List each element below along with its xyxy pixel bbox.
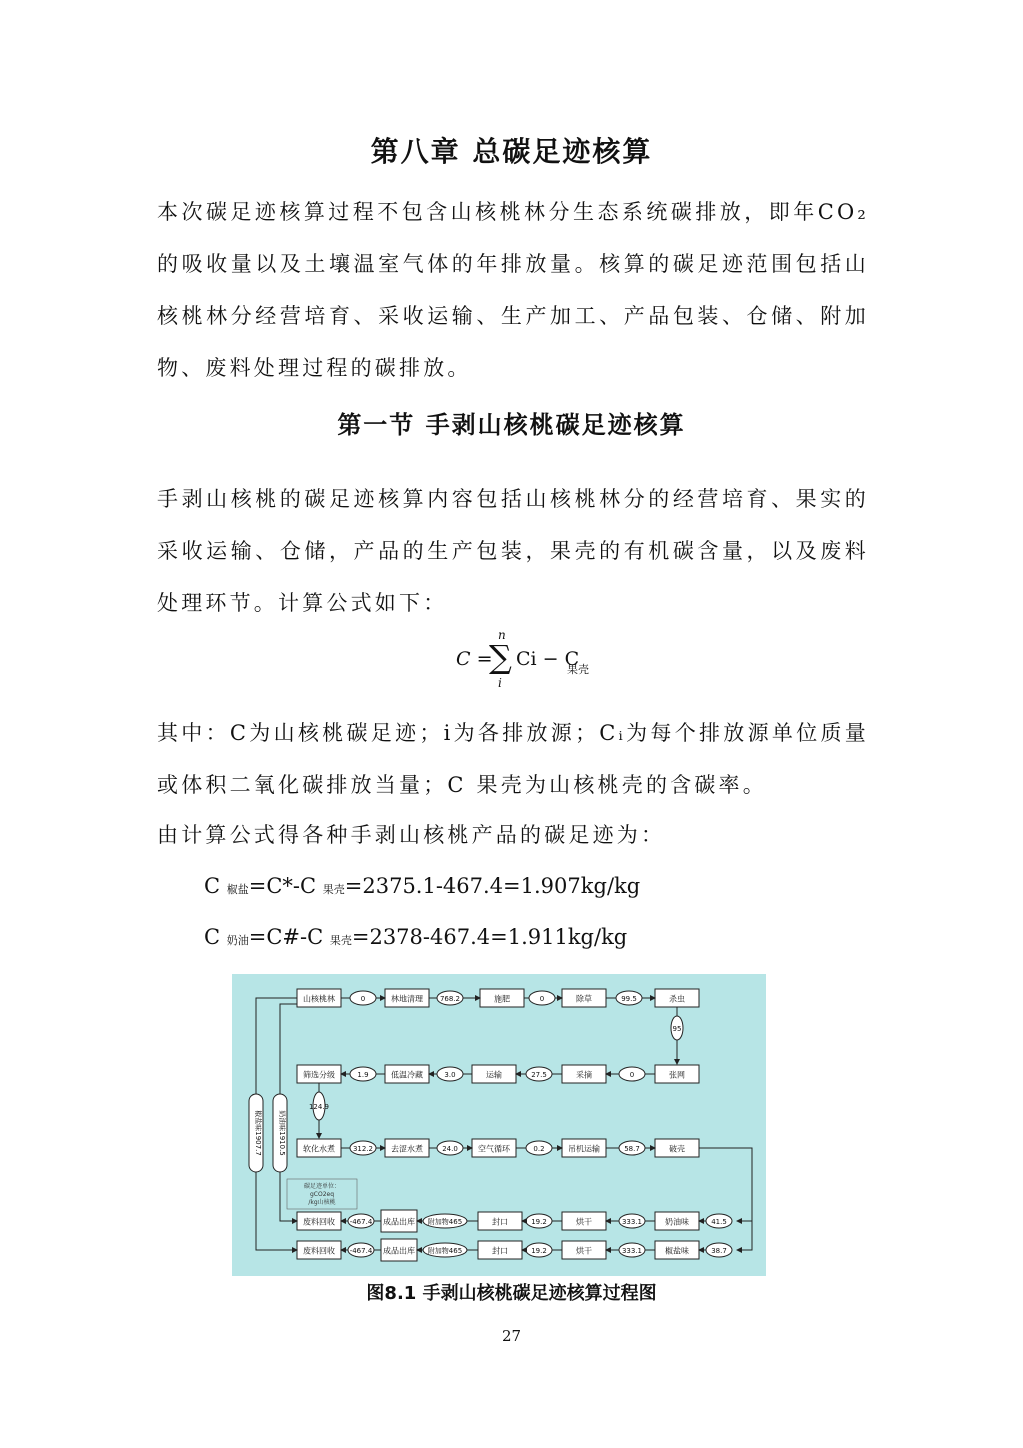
row4-value-label: 19.2: [531, 1218, 547, 1226]
row5-node-label: 废料回收: [303, 1246, 335, 1256]
row1-value-label: 99.5: [621, 995, 637, 1003]
formula-explanation: 其中：C为山核桃碳足迹；i为各排放源；Cᵢ为每个排放源单位质量或体积二氧化碳排放当量；C 果壳为山核桃壳的含碳率。: [157, 721, 869, 797]
row4-value-label: 41.5: [711, 1218, 727, 1226]
row2-node-label: 运输: [486, 1070, 502, 1080]
row2-node-label: 采摘: [576, 1070, 592, 1080]
row4-node-label: 成品出库: [383, 1217, 415, 1227]
intro-paragraph: 本次碳足迹核算过程不包含山核桃林分生态系统碳排放，即年CO₂的吸收量以及土壤温室气体的年排放量。核算的碳足迹范围包括山核桃林分经营培育、采收运输、生产加工、产品包装、仓储、附加物、废料处理过程的碳排放。: [157, 200, 869, 380]
row1-node-label: 林地清理: [391, 994, 423, 1004]
section-paragraph: 手剥山核桃的碳足迹核算内容包括山核桃林分的经营培育、果实的采收运输、仓储，产品的生产包装，果壳的有机碳含量，以及废料处理环节。计算公式如下：: [157, 487, 869, 615]
row2-node-label: 筛选分级: [303, 1070, 335, 1080]
formula-subscript: 果壳: [567, 663, 589, 676]
flow-connector: [699, 1148, 752, 1250]
row4-node-label: 奶油味: [665, 1217, 689, 1227]
row1-value-label: 0: [360, 995, 366, 1003]
row1-node-label: 山核桃林: [303, 994, 335, 1004]
row3-node-label: 软化水煮: [303, 1144, 335, 1154]
unit-note-line: 碳足迹单位：: [303, 1183, 341, 1190]
row5-value-label: 38.7: [711, 1247, 727, 1255]
row2-value-label: 0: [629, 1071, 635, 1079]
row1-node-label: 除草: [576, 994, 592, 1004]
row2-value-label: 27.5: [531, 1071, 547, 1079]
result-line-salt: C 椒盐=C*-C 果壳=2375.1-467.4=1.907kg/kg: [204, 874, 641, 898]
formula-upper-limit: n: [498, 628, 506, 642]
formula-lhs: C =: [456, 648, 493, 670]
row4-node-label: 废料回收: [303, 1217, 335, 1227]
row3-value-label: 58.7: [624, 1145, 640, 1153]
row3-node-label: 破壳: [669, 1144, 685, 1154]
row5-value-label: 附加物465: [427, 1247, 463, 1255]
row1-value-label: 768.2: [439, 995, 461, 1003]
row3-value-label: 312.2: [352, 1145, 374, 1153]
formula-lower-limit: i: [498, 676, 502, 690]
sum-symbol: ∑: [489, 638, 512, 676]
process-diagram: [232, 974, 766, 1276]
row5-value-label: 333.1: [621, 1247, 643, 1255]
row4-value-label: 附加物465: [427, 1218, 463, 1226]
page-number: 27: [501, 1327, 522, 1345]
row5-node-label: 烘干: [576, 1246, 592, 1256]
result-line-cream: C 奶油=C#-C 果壳=2378-467.4=1.911kg/kg: [204, 925, 628, 949]
carbon-formula: [0, 628, 1023, 694]
row2-value-label: 1.9: [357, 1071, 369, 1079]
row5-value-label: 19.2: [531, 1247, 547, 1255]
unit-note-line: /kg山核桃: [308, 1199, 336, 1206]
row3-node-label: 去涩水煮: [391, 1144, 423, 1154]
row5-node-label: 封口: [492, 1246, 508, 1256]
row1-node-label: 施肥: [494, 994, 510, 1004]
side-salt-total-label: 椒盐味1907.7: [254, 1110, 262, 1156]
row4-node-label: 烘干: [576, 1217, 592, 1227]
row4-node-label: 封口: [492, 1217, 508, 1227]
row3-value-label: 24.0: [442, 1145, 458, 1153]
chapter-title: 第八章 总碳足迹核算: [370, 135, 653, 168]
row5-node-label: 成品出库: [383, 1246, 415, 1256]
figure-caption: 图8.1 手剥山核桃碳足迹核算过程图: [366, 1283, 657, 1304]
row4-value-label: 333.1: [621, 1218, 643, 1226]
row5-value-label: -467.4: [349, 1247, 373, 1255]
row2-node-label: 张网: [669, 1070, 685, 1080]
down2-value-label: 124.9: [308, 1103, 330, 1111]
row3-node-label: 空气循环: [478, 1144, 510, 1154]
row1-node-label: 杀虫: [669, 994, 685, 1004]
row3-value-label: 0.2: [533, 1145, 545, 1153]
row2-value-label: 3.0: [444, 1071, 456, 1079]
flow-chart-svg: [232, 974, 766, 1276]
result-intro: 由计算公式得各种手剥山核桃产品的碳足迹为：: [157, 823, 666, 847]
formula-rhs: Ci − C: [516, 648, 580, 670]
down1-value-label: 95: [672, 1025, 682, 1033]
side-cream-total-label: 奶油味1910.5: [278, 1110, 286, 1156]
row3-node-label: 吊机运输: [568, 1144, 600, 1154]
unit-note-line: gCO2eq: [309, 1191, 335, 1198]
row4-value-label: -467.4: [349, 1218, 373, 1226]
row5-node-label: 椒盐味: [665, 1246, 689, 1256]
row1-value-label: 0: [539, 995, 545, 1003]
section-title: 第一节 手剥山核桃碳足迹核算: [337, 411, 686, 439]
row2-node-label: 低温冷藏: [391, 1070, 423, 1080]
